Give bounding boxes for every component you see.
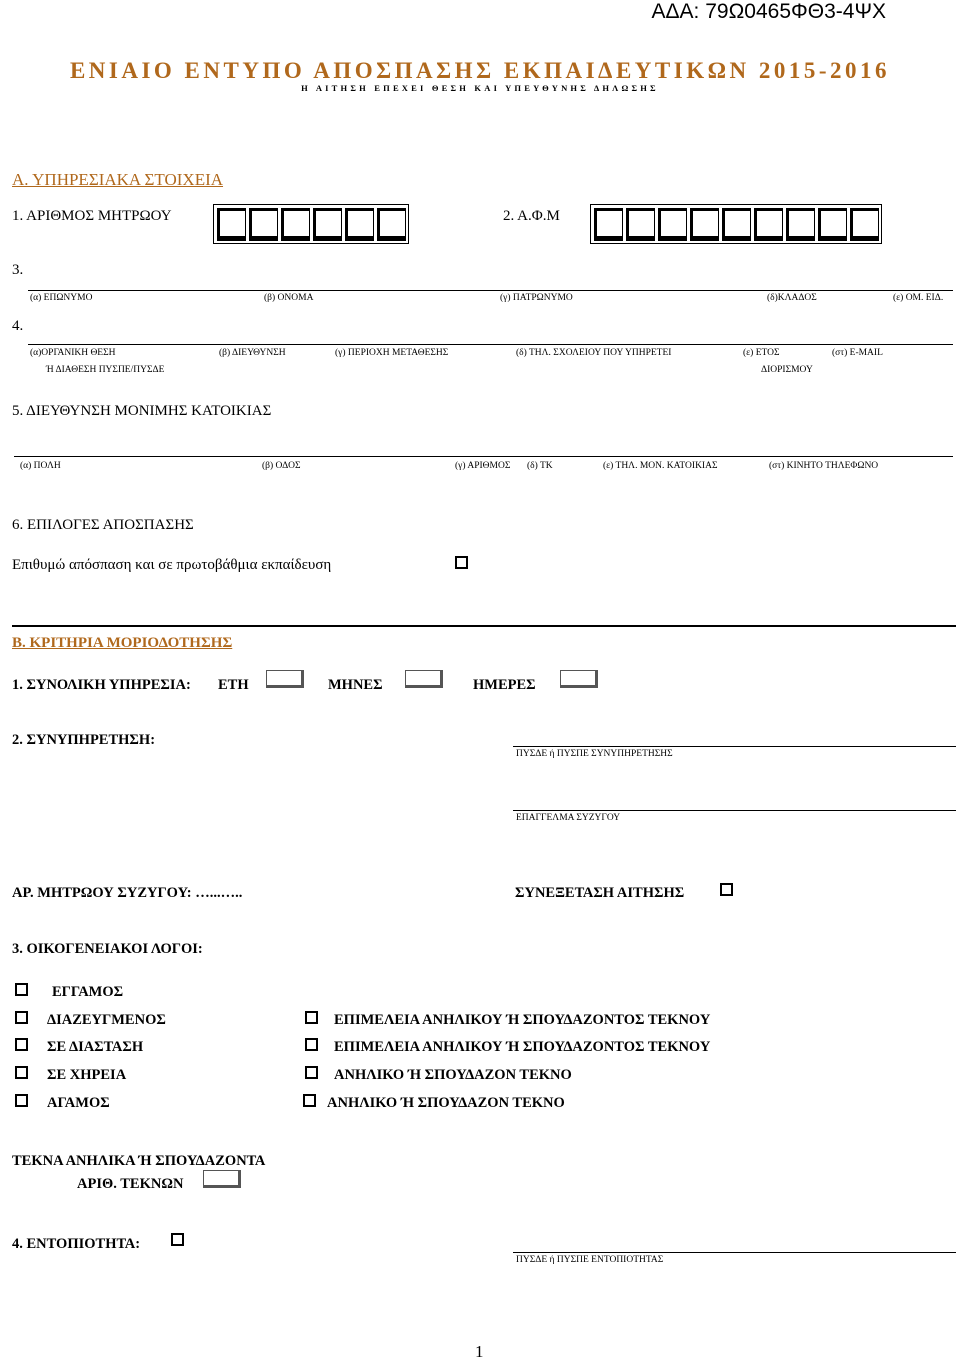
field-specialty-group: (ε) ΟΜ. ΕΙΔ. [893,293,944,303]
custody-minor-checkbox-2[interactable] [305,1038,318,1051]
primary-education-option-label: Επιθυμώ απόσπαση και σε πρωτοβάθμια εκπαίδευση [12,557,332,573]
months-label: ΜΗΝΕΣ [328,677,383,693]
field-branch: (δ)ΚΛΑΔΟΣ [767,293,817,303]
field-name: (β) ΟΝΟΜΑ [264,293,314,303]
locality-line[interactable] [513,1252,956,1253]
years-label: ΕΤΗ [218,677,249,693]
divorced-label: ΔΙΑΖΕΥΓΜΕΝΟΣ [47,1012,166,1028]
field-transfer-area: (γ) ΠΕΡΙΟΧΗ ΜΕΤΑΘΕΣΗΣ [335,348,449,358]
married-label: ΕΓΓΑΜΟΣ [52,984,124,1000]
field-postcode: (δ) ΤΚ [527,461,553,471]
field-organic-position: (α)ΟΡΓΑΝΙΚΗ ΘΕΣΗ [30,348,116,358]
coservice-pyspe-line[interactable] [513,746,956,747]
item3-input-line[interactable] [28,290,953,291]
spouse-profession-line[interactable] [513,810,956,811]
item5-input-line[interactable] [14,456,953,457]
am-input-boxes[interactable] [213,204,409,244]
digit-box[interactable] [626,208,655,241]
field-home-phone: (ε) ΤΗΛ. ΜΟΝ. ΚΑΤΟΙΚΙΑΣ [603,461,718,471]
primary-education-checkbox[interactable] [455,556,468,569]
minor-child-checkbox-2[interactable] [303,1094,316,1107]
months-input[interactable] [405,670,443,688]
custody-minor-label-2: ΕΠΙΜΕΛΕΙΑ ΑΝΗΛΙΚΟΥ Ή ΣΠΟΥΔΑΖΟΝΤΟΣ ΤΕΚΝΟΥ [334,1039,711,1055]
digit-box[interactable] [377,208,406,241]
field-year: (ε) ΕΤΟΣ [743,348,780,358]
widowed-label: ΣΕ ΧΗΡΕΙΑ [47,1067,127,1083]
field-number: (γ) ΑΡΙΘΜΟΣ [455,461,511,471]
field-appointment-note: ΔΙΟΡΙΣΜΟΥ [761,365,813,375]
coservice-pyspe-caption: ΠΥΣΔΕ ή ΠΥΣΠΕ ΣΥΝΥΠΗΡΕΤΗΣΗΣ [516,749,673,759]
custody-minor-label-1: ΕΠΙΜΕΛΕΙΑ ΑΝΗΛΙΚΟΥ Ή ΣΠΟΥΔΑΖΟΝΤΟΣ ΤΕΚΝΟΥ [334,1012,711,1028]
field-secondment-note: Ή ΔΙΑΘΕΣΗ ΠΥΣΠΕ/ΠΥΣΔΕ [46,365,165,375]
ada-code: ΑΔΑ: 79Ω0465ΦΘ3-4ΨΧ [651,0,886,23]
separated-label: ΣΕ ΔΙΑΣΤΑΣΗ [47,1039,144,1055]
section-b-heading: Β. ΚΡΙΤΗΡΙΑ ΜΟΡΙΟΔΟΤΗΣΗΣ [12,635,233,651]
single-label: ΑΓΑΜΟΣ [47,1095,110,1111]
field-fathers-name: (γ) ΠΑΤΡΩΝΥΜΟ [500,293,573,303]
field-directorate: (β) ΔΙΕΥΘΥΝΣΗ [219,348,286,358]
digit-box[interactable] [345,208,374,241]
custody-minor-checkbox-1[interactable] [305,1011,318,1024]
section-a-heading: Α. ΥΠΗΡΕΣΙΑΚΑ ΣΤΟΙΧΕΙΑ [12,170,224,189]
form-subtitle: Η ΑΙΤΗΣΗ ΕΠΕΧΕΙ ΘΕΣΗ ΚΑΙ ΥΠΕΥΘΥΝΗΣ ΔΗΛΩΣΗΣ [301,83,659,93]
item4-number: 4. [12,318,24,334]
joint-review-checkbox[interactable] [720,883,733,896]
form-title: ΕΝΙΑΙΟ ΕΝΤΥΠΟ ΑΠΟΣΠΑΣΗΣ ΕΚΠΑΙΔΕΥΤΙΚΩΝ 2015-2016 [69,58,891,83]
afm-label: 2. Α.Φ.Μ [503,208,560,224]
widowed-checkbox[interactable] [15,1066,28,1079]
days-label: ΗΜΕΡΕΣ [473,677,536,693]
spouse-profession-caption: ΕΠΑΓΓΕΛΜΑ ΣΥΖΥΓΟΥ [516,813,621,823]
years-input[interactable] [266,670,304,688]
locality-caption: ΠΥΣΔΕ ή ΠΥΣΠΕ ΕΝΤΟΠΙΟΤΗΤΑΣ [516,1255,664,1265]
digit-box[interactable] [658,208,687,241]
field-street: (β) ΟΔΟΣ [262,461,301,471]
children-heading: ΤΕΚΝΑ ΑΝΗΛΙΚΑ Ή ΣΠΟΥΔΑΖΟΝΤΑ [12,1153,266,1169]
digit-box[interactable] [722,208,751,241]
separated-checkbox[interactable] [15,1038,28,1051]
item4-input-line[interactable] [28,344,953,345]
coservice-label: 2. ΣΥΝΥΠΗΡΕΤΗΣΗ: [12,732,156,748]
page-number: 1 [475,1342,484,1361]
digit-box[interactable] [594,208,623,241]
item5-heading: 5. ΔΙΕΥΘΥΝΣΗ ΜΟΝΙΜΗΣ ΚΑΤΟΙΚΙΑΣ [12,403,272,419]
single-checkbox[interactable] [15,1094,28,1107]
digit-box[interactable] [281,208,310,241]
minor-child-checkbox-1[interactable] [305,1066,318,1079]
locality-label: 4. ΕΝΤΟΠΙΟΤΗΤΑ: [12,1236,141,1252]
item6-heading: 6. ΕΠΙΛΟΓΕΣ ΑΠΟΣΠΑΣΗΣ [12,517,194,533]
digit-box[interactable] [249,208,278,241]
field-surname: (α) ΕΠΩΝΥΜΟ [30,293,93,303]
digit-box[interactable] [690,208,719,241]
days-input[interactable] [560,670,598,688]
digit-box[interactable] [754,208,783,241]
total-service-label: 1. ΣΥΝΟΛΙΚΗ ΥΠΗΡΕΣΙΑ: [12,677,191,693]
item3-number: 3. [12,262,24,278]
digit-box[interactable] [217,208,246,241]
field-city: (α) ΠΟΛΗ [20,461,61,471]
locality-checkbox[interactable] [171,1233,184,1246]
digit-box[interactable] [818,208,847,241]
section-divider [12,625,956,627]
spouse-am-label: ΑΡ. ΜΗΤΡΩΟΥ ΣΥΖΥΓΟΥ: …...….. [12,885,243,901]
afm-input-boxes[interactable] [590,204,882,244]
joint-review-label: ΣΥΝΕΞΕΤΑΣΗ ΑΙΤΗΣΗΣ [515,885,685,901]
field-mobile-phone: (στ) ΚΙΝΗΤΟ ΤΗΛΕΦΩΝΟ [769,461,879,471]
digit-box[interactable] [786,208,815,241]
children-count-label: ΑΡΙΘ. ΤΕΚΝΩΝ [77,1176,184,1192]
digit-box[interactable] [850,208,879,241]
minor-child-label-1: ΑΝΗΛΙΚΟ Ή ΣΠΟΥΔΑΖΟΝ ΤΕΚΝΟ [334,1067,572,1083]
field-school-phone: (δ) ΤΗΛ. ΣΧΟΛΕΙΟΥ ΠΟΥ ΥΠΗΡΕΤΕΙ [516,348,672,358]
am-label: 1. ΑΡΙΘΜΟΣ ΜΗΤΡΩΟΥ [12,208,172,224]
divorced-checkbox[interactable] [15,1011,28,1024]
children-count-input[interactable] [203,1170,241,1188]
family-reasons-heading: 3. ΟΙΚΟΓΕΝΕΙΑΚΟΙ ΛΟΓΟΙ: [12,941,203,957]
digit-box[interactable] [313,208,342,241]
minor-child-label-2: ΑΝΗΛΙΚΟ Ή ΣΠΟΥΔΑΖΟΝ ΤΕΚΝΟ [327,1095,565,1111]
married-checkbox[interactable] [15,983,28,996]
field-email: (στ) E-MAIL [832,348,883,358]
